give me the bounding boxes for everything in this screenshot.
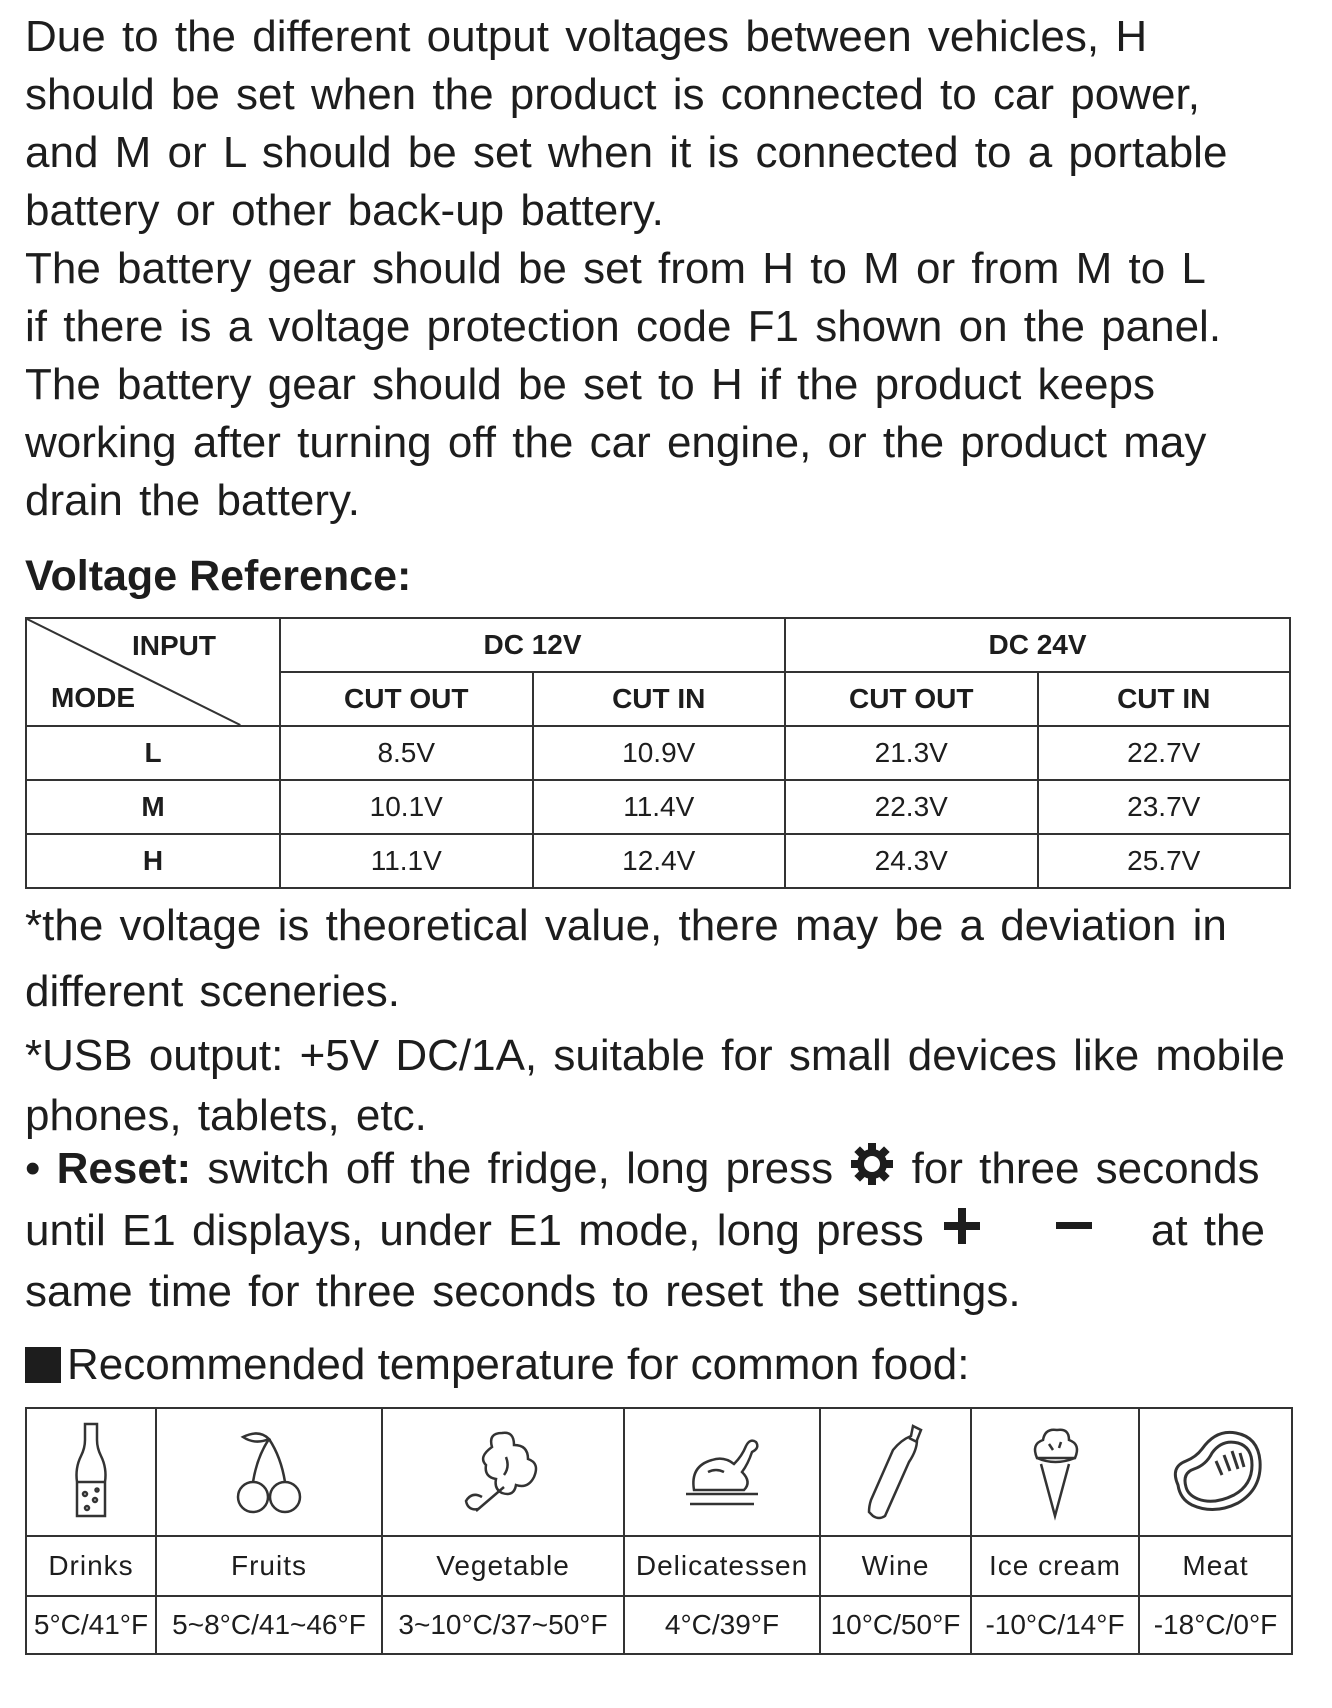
food-name-cell: Delicatessen — [624, 1536, 820, 1596]
reset-text: same time for three seconds to reset the settings. — [25, 1266, 1021, 1316]
reset-instructions — [25, 1140, 1332, 1321]
subheader-cut-in: CUT IN — [1038, 672, 1291, 726]
theoretical-voltage-note: *the voltage is theoretical value, there may be a deviation in different sceneries. — [25, 901, 1227, 1016]
intro-line: working after turning off the car engine, or the product may — [25, 418, 1207, 467]
voltage-cell: 22.3V — [785, 780, 1038, 834]
voltage-cell: 10.9V — [533, 726, 786, 780]
food-temp-cell: 5~8°C/41~46°F — [156, 1596, 382, 1654]
voltage-cell: 25.7V — [1038, 834, 1291, 888]
voltage-reference-title: Voltage Reference: — [25, 552, 412, 600]
food-temperature-row — [26, 1596, 1292, 1654]
square-bullet-icon — [25, 1347, 61, 1383]
gear-icon — [849, 1141, 895, 1202]
voltage-cell: 23.7V — [1038, 780, 1291, 834]
reset-text: until E1 displays, under E1 mode, long press — [25, 1205, 924, 1255]
mode-cell: L — [26, 726, 280, 780]
food-name-cell: Fruits — [156, 1536, 382, 1596]
voltage-reference-table — [25, 617, 1291, 889]
food-name-cell: Vegetable — [382, 1536, 624, 1596]
usb-output-note: *USB output: +5V DC/1A, suitable for small devices like mobile phones, tablets, etc. — [25, 1031, 1286, 1140]
food-name-cell: Ice cream — [971, 1536, 1139, 1596]
food-name-cell: Drinks — [26, 1536, 156, 1596]
table-row — [26, 726, 1290, 780]
subheader-cut-in: CUT IN — [533, 672, 786, 726]
food-temp-cell: 4°C/39°F — [624, 1596, 820, 1654]
mode-cell: H — [26, 834, 280, 888]
wine-bottle-icon — [820, 1408, 971, 1536]
steak-icon — [1139, 1408, 1292, 1536]
intro-line: should be set when the product is connected to car power, — [25, 70, 1200, 119]
intro-line: The battery gear should be set from H to M or from M to L — [25, 244, 1206, 293]
vegetable-icon — [382, 1408, 624, 1536]
voltage-cell: 11.1V — [280, 834, 533, 888]
voltage-cell: 11.4V — [533, 780, 786, 834]
cherry-icon — [156, 1408, 382, 1536]
food-temperature-title — [25, 1340, 969, 1390]
voltage-cell: 21.3V — [785, 726, 1038, 780]
reset-label: Reset: — [56, 1144, 192, 1193]
subheader-cut-out: CUT OUT — [280, 672, 533, 726]
food-temp-cell: -10°C/14°F — [971, 1596, 1139, 1654]
table-row — [26, 780, 1290, 834]
input-mode-header — [26, 618, 280, 726]
voltage-cell: 22.7V — [1038, 726, 1291, 780]
food-temp-cell: 10°C/50°F — [820, 1596, 971, 1654]
food-temperature-title-text: Recommended temperature for common food: — [67, 1340, 970, 1389]
roast-chicken-icon — [624, 1408, 820, 1536]
intro-line: and M or L should be set when it is connected to a portable — [25, 128, 1228, 177]
group-header-24v: DC 24V — [785, 618, 1290, 672]
intro-line: battery or other back-up battery. — [25, 186, 664, 235]
voltage-cell: 10.1V — [280, 780, 533, 834]
mode-label: MODE — [51, 682, 135, 713]
bullet: • — [25, 1144, 41, 1193]
reset-text: at the — [1150, 1205, 1265, 1255]
food-temp-cell: -18°C/0°F — [1139, 1596, 1292, 1654]
food-temperature-table — [25, 1407, 1293, 1655]
intro-paragraph — [25, 8, 1315, 530]
bottle-icon — [26, 1408, 156, 1536]
voltage-cell: 8.5V — [280, 726, 533, 780]
intro-line: Due to the different output voltages between vehicles, H — [25, 12, 1148, 61]
table-row — [26, 834, 1290, 888]
voltage-cell: 12.4V — [533, 834, 786, 888]
reset-text: switch off the fridge, long press — [207, 1144, 834, 1193]
ice-cream-icon — [971, 1408, 1139, 1536]
icon-row — [26, 1408, 1292, 1536]
food-name-cell: Meat — [1139, 1536, 1292, 1596]
intro-line: if there is a voltage protection code F1 shown on the panel. — [25, 302, 1222, 351]
subheader-cut-out: CUT OUT — [785, 672, 1038, 726]
intro-line: drain the battery. — [25, 476, 360, 525]
mode-cell: M — [26, 780, 280, 834]
minus-icon — [1054, 1204, 1094, 1263]
food-name-row — [26, 1536, 1292, 1596]
group-header-12v: DC 12V — [280, 618, 785, 672]
intro-line: The battery gear should be set to H if the product keeps — [25, 360, 1155, 409]
reset-text: for three seconds — [911, 1144, 1260, 1193]
voltage-cell: 24.3V — [785, 834, 1038, 888]
food-name-cell: Wine — [820, 1536, 971, 1596]
food-temp-cell: 3~10°C/37~50°F — [382, 1596, 624, 1654]
input-label: INPUT — [132, 630, 216, 661]
food-temp-cell: 5°C/41°F — [26, 1596, 156, 1654]
plus-icon — [940, 1204, 984, 1263]
